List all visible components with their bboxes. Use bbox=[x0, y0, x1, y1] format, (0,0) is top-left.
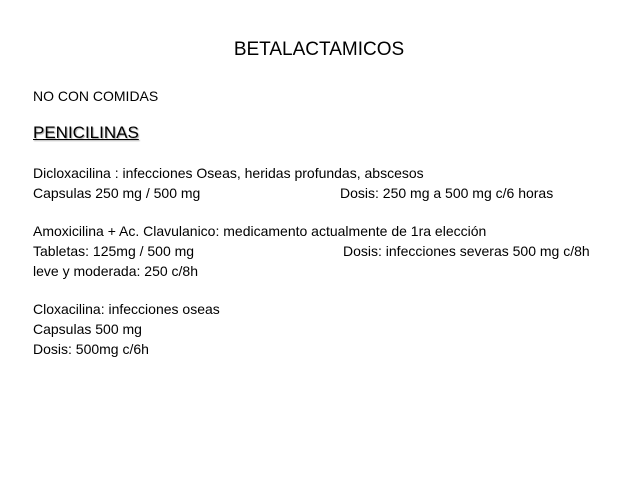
drug-presentation: Capsulas 500 mg bbox=[33, 321, 142, 337]
drug-presentation: Capsulas 250 mg / 500 mg bbox=[33, 185, 201, 201]
drug-dose-extra: leve y moderada: 250 c/8h bbox=[33, 263, 198, 279]
drug-presentation: Tabletas: 125mg / 500 mg bbox=[33, 243, 195, 259]
note-text: NO CON COMIDAS bbox=[33, 88, 159, 104]
drug-dose: Dosis: 250 mg a 500 mg c/6 horas bbox=[340, 185, 554, 201]
slide-title: BETALACTAMICOS bbox=[233, 39, 405, 60]
drug-description: Cloxacilina: infecciones oseas bbox=[33, 301, 220, 317]
section-heading: PENICILINAS bbox=[33, 123, 139, 142]
drug-description: Amoxicilina + Ac. Clavulanico: medicamento actualmente de 1ra elección bbox=[33, 223, 487, 239]
drug-dose: Dosis: infecciones severas 500 mg c/8h bbox=[343, 243, 590, 259]
drug-description: Dicloxacilina : infecciones Oseas, heridas profundas, abscesos bbox=[33, 165, 424, 181]
drug-dose: Dosis: 500mg c/6h bbox=[33, 341, 149, 357]
